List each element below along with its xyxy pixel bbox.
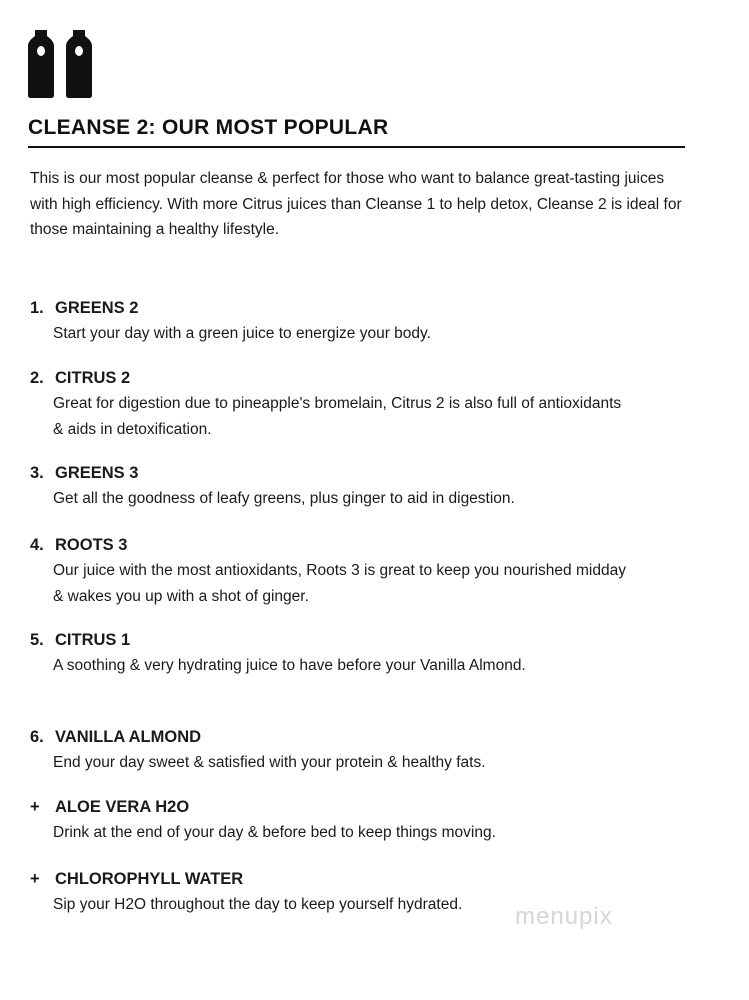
page-title: CLEANSE 2: OUR MOST POPULAR — [28, 116, 389, 139]
item-name: GREENS 2 — [55, 299, 139, 317]
watermark: menupix — [515, 903, 613, 930]
item-description: Our juice with the most antioxidants, Roots 3 is great to keep you nourished midday & wakes you up with a shot of ginger. — [53, 562, 626, 605]
item-description: Great for digestion due to pineapple's bromelain, Citrus 2 is also full of antioxidants & aids in detoxification. — [53, 395, 622, 438]
item-description: Sip your H2O throughout the day to keep yourself hydrated. — [53, 896, 463, 913]
menu-item — [30, 365, 710, 442]
menu-item — [30, 724, 710, 776]
item-number: 5. — [30, 631, 44, 649]
item-number: 2. — [30, 369, 44, 387]
bottle-icon — [66, 30, 92, 98]
item-name: CITRUS 2 — [55, 369, 131, 387]
item-description: Drink at the end of your day & before bed to keep things moving. — [53, 824, 496, 841]
menu-item — [30, 794, 710, 846]
item-description: End your day sweet & satisfied with your protein & healthy fats. — [53, 754, 486, 771]
item-number: 1. — [30, 299, 44, 317]
item-number: 3. — [30, 464, 44, 482]
item-description: Start your day with a green juice to energize your body. — [53, 325, 431, 342]
item-number: + — [30, 870, 40, 888]
item-description: Get all the goodness of leafy greens, plus ginger to aid in digestion. — [53, 490, 515, 507]
item-number: 4. — [30, 536, 44, 554]
item-name: GREENS 3 — [55, 464, 139, 482]
menu-item — [30, 460, 710, 512]
intro-text: This is our most popular cleanse & perfect for those who want to balance great-tasting juices with high efficiency. With more Citrus juices than Cleanse 1 to help detox, Cleanse 2 is ideal for those maintaining a healthy lifestyle. — [30, 170, 682, 239]
item-number: 6. — [30, 728, 44, 746]
title-divider — [28, 146, 685, 148]
menu-item — [30, 295, 710, 347]
item-description: A soothing & very hydrating juice to have before your Vanilla Almond. — [53, 657, 526, 674]
item-name: ALOE VERA H2O — [55, 798, 190, 816]
menu-item — [30, 627, 710, 679]
item-name: ROOTS 3 — [55, 536, 128, 554]
menu-item — [30, 532, 710, 609]
bottle-icon — [28, 30, 54, 98]
item-name: CITRUS 1 — [55, 631, 131, 649]
item-number: + — [30, 798, 40, 816]
item-name: CHLOROPHYLL WATER — [55, 870, 244, 888]
item-name: VANILLA ALMOND — [55, 728, 202, 746]
